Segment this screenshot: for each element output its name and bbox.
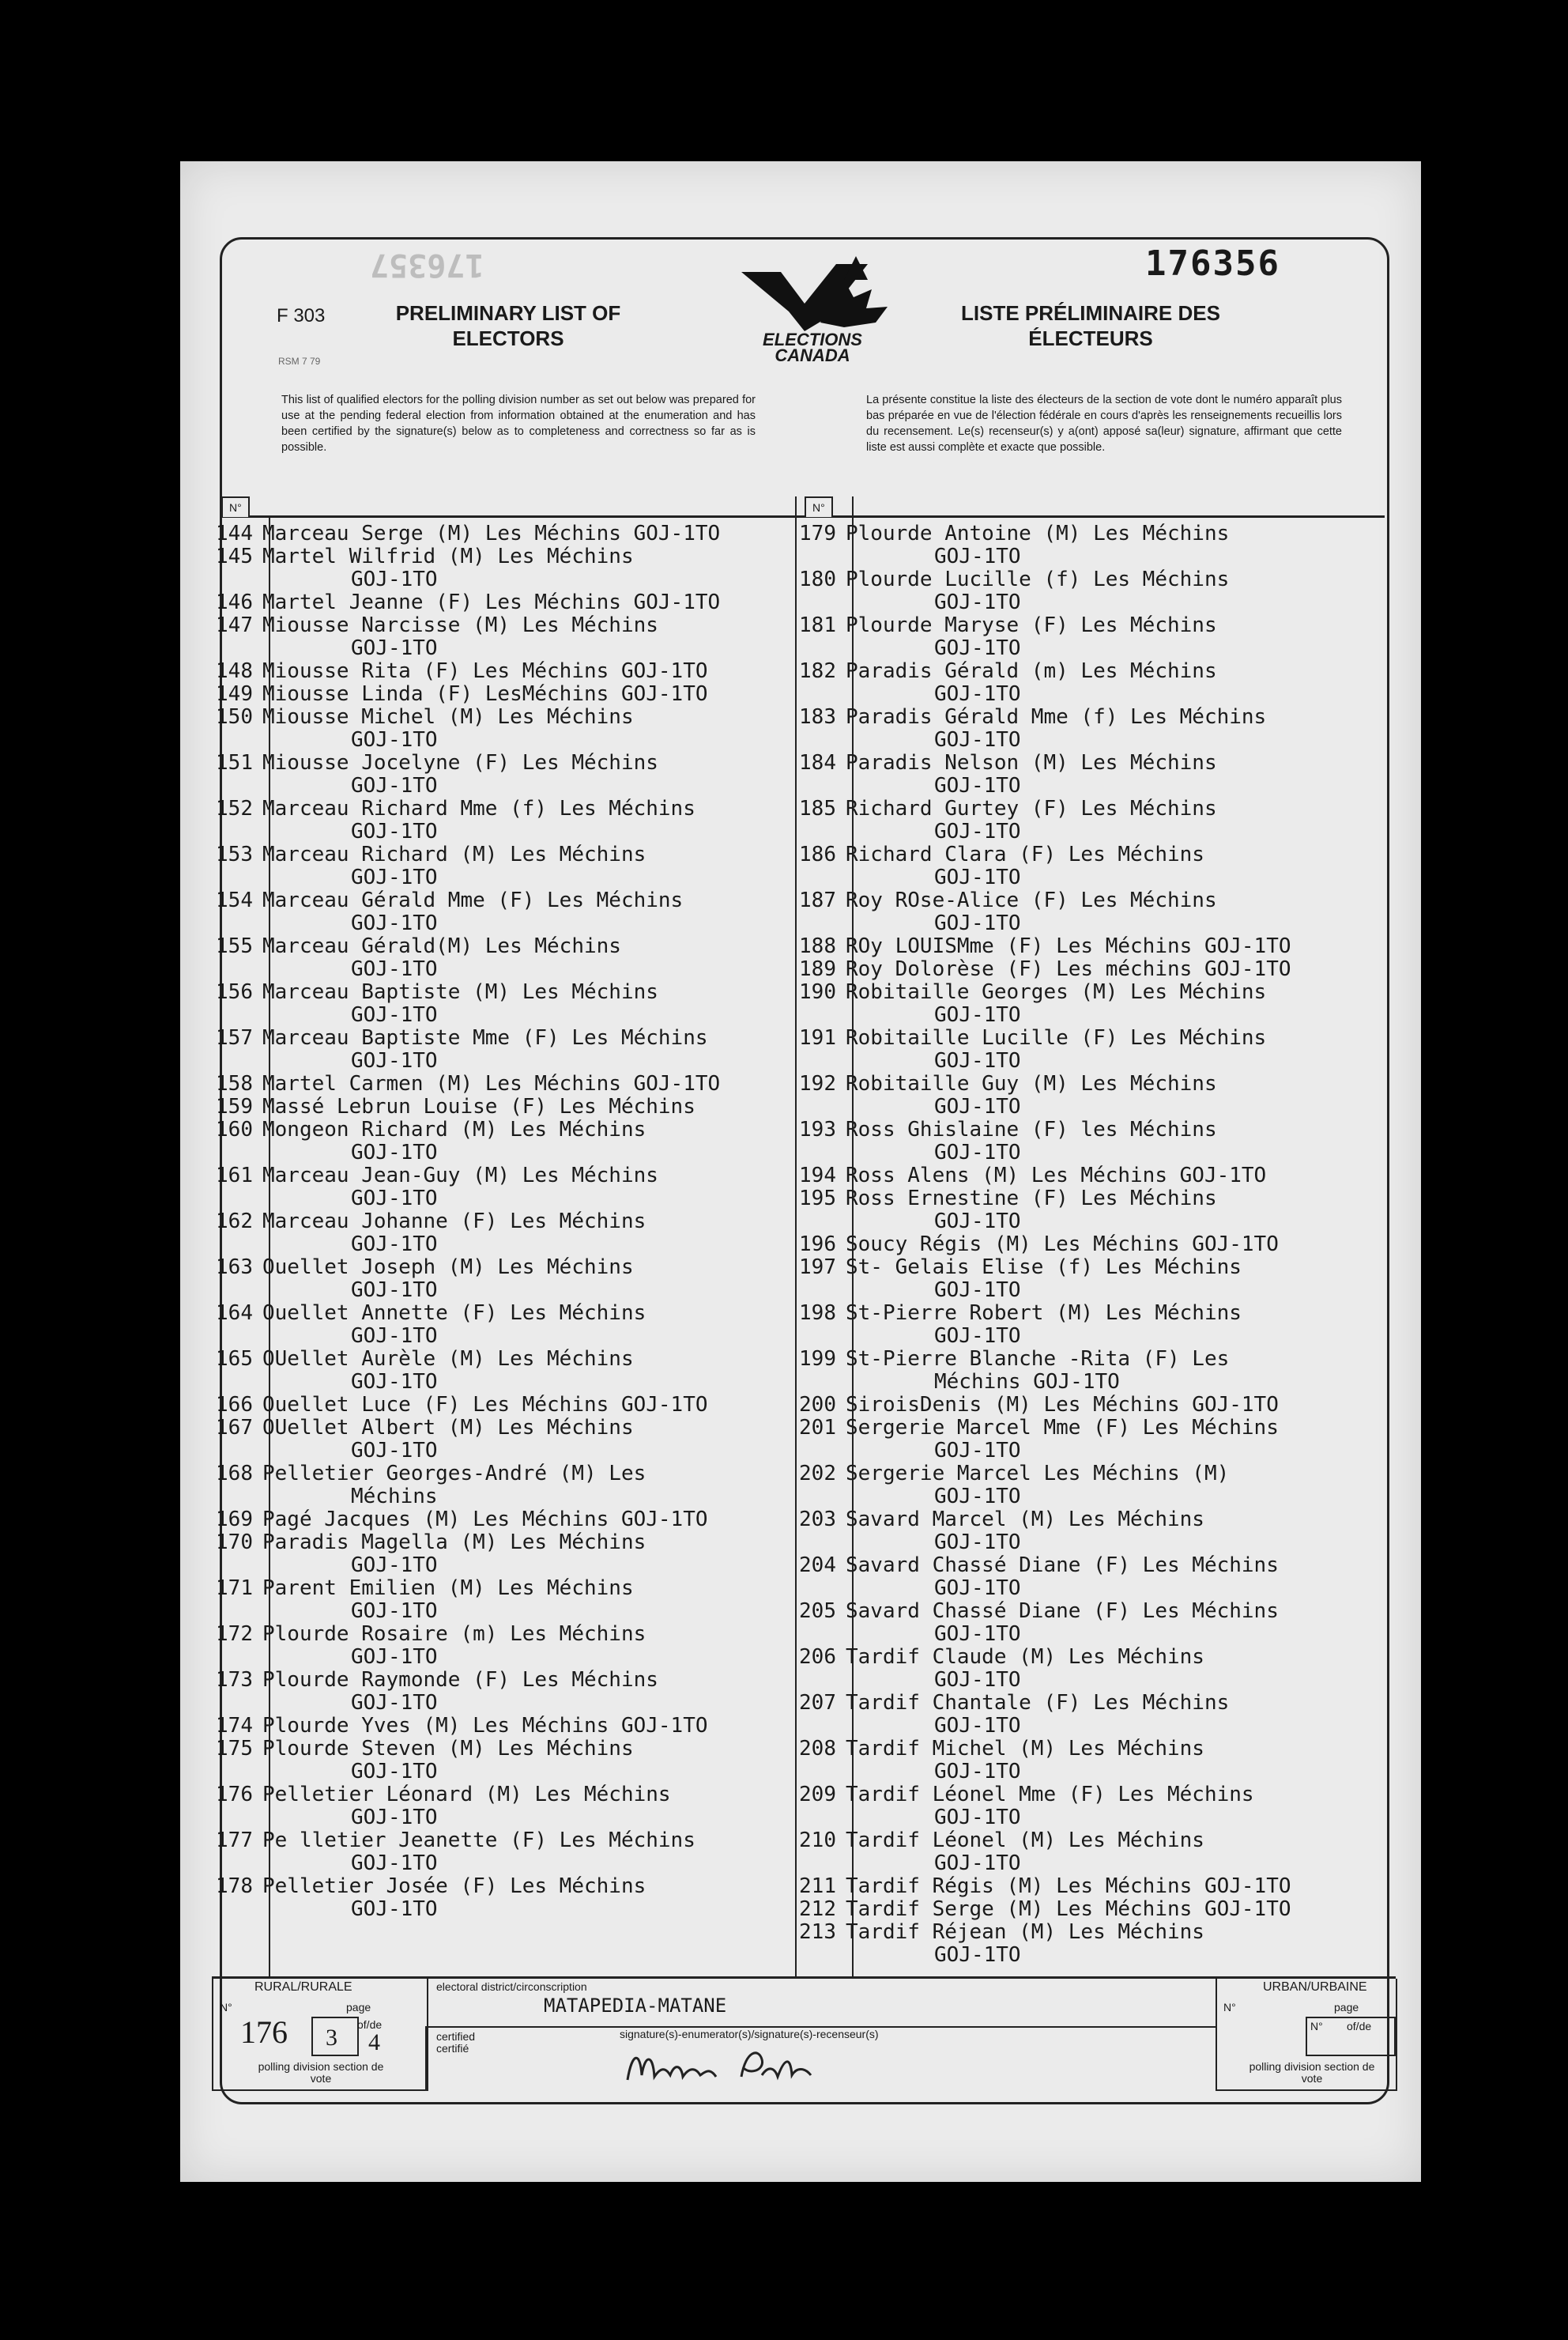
entry-continuation: GOJ-1TO: [934, 1141, 1021, 1164]
logo-line-2: CANADA: [775, 345, 850, 365]
left-entries-column: [201, 514, 801, 1976]
entry-continuation: GOJ-1TO: [351, 1553, 438, 1577]
form-footer: [212, 1976, 1396, 2105]
entry-text: Pe lletier Jeanette (F) Les Méchins: [262, 1829, 695, 1852]
urban-polling-label: polling division section de vote: [1249, 2060, 1375, 2085]
entry-continuation: GOJ-1TO: [934, 728, 1021, 752]
entry-continuation: GOJ-1TO: [934, 911, 1021, 935]
entry-number: 159: [216, 1095, 253, 1119]
entry-number: 192: [799, 1072, 836, 1096]
entry-number: 194: [799, 1164, 836, 1187]
entry-text: Martel Wilfrid (M) Les Méchins: [262, 545, 634, 568]
urban-of-label: of/de: [1347, 2020, 1372, 2032]
entry-continuation: GOJ-1TO: [351, 774, 438, 798]
entry-text: ROy LOUISMme (F) Les Méchins GOJ-1TO: [846, 934, 1291, 958]
entry-text: Ouellet Joseph (M) Les Méchins: [262, 1255, 634, 1279]
entry-text: Tardif Léonel Mme (F) Les Méchins: [846, 1783, 1254, 1806]
entry-text: Miousse Narcisse (M) Les Méchins: [262, 613, 658, 637]
entry-number: 163: [216, 1255, 253, 1279]
entry-text: Tardif Michel (M) Les Méchins: [846, 1737, 1204, 1761]
rural-page-label: page: [346, 2001, 371, 2014]
entry-continuation: GOJ-1TO: [934, 682, 1021, 706]
entry-number: 144: [216, 522, 253, 545]
entry-text: Marceau Richard Mme (f) Les Méchins: [262, 797, 695, 821]
entry-text: Ross Ghislaine (F) les Méchins: [846, 1118, 1217, 1142]
entry-text: Roy ROse-Alice (F) Les Méchins: [846, 889, 1217, 912]
entry-number: 153: [216, 843, 253, 866]
entry-text: Marceau Richard (M) Les Méchins: [262, 843, 646, 866]
entry-text: Tardif Claude (M) Les Méchins: [846, 1645, 1204, 1669]
entry-continuation: GOJ-1TO: [351, 636, 438, 660]
entry-number: 182: [799, 659, 836, 683]
entry-number: 177: [216, 1829, 253, 1852]
entry-continuation: GOJ-1TO: [351, 1645, 438, 1669]
entry-continuation: GOJ-1TO: [934, 1095, 1021, 1119]
form-subcode: RSM 7 79: [278, 356, 321, 367]
ghost-serial: 176357: [370, 247, 484, 283]
entry-number: 191: [799, 1026, 836, 1050]
entry-number: 190: [799, 980, 836, 1004]
left-number-header: N°: [221, 496, 250, 517]
entry-continuation: Méchins GOJ-1TO: [934, 1370, 1120, 1394]
entry-text: Miousse Michel (M) Les Méchins: [262, 705, 634, 729]
entry-continuation: GOJ-1TO: [934, 1324, 1021, 1348]
entry-number: 148: [216, 659, 253, 683]
entry-text: Plourde Lucille (f) Les Méchins: [846, 568, 1230, 591]
entry-text: Ross Ernestine (F) Les Méchins: [846, 1187, 1217, 1210]
enumerator-signature: [623, 2044, 860, 2094]
entry-text: St-Pierre Blanche -Rita (F) Les: [846, 1347, 1230, 1371]
entry-continuation: GOJ-1TO: [934, 1760, 1021, 1783]
entry-number: 171: [216, 1576, 253, 1600]
entry-number: 196: [799, 1232, 836, 1256]
entry-text: Savard Chassé Diane (F) Les Méchins: [846, 1599, 1279, 1623]
title-english: PRELIMINARY LIST OF ELECTORS: [395, 301, 621, 350]
entry-continuation: GOJ-1TO: [934, 1210, 1021, 1233]
entry-number: 202: [799, 1462, 836, 1485]
entry-text: Robitaille Lucille (F) Les Méchins: [846, 1026, 1267, 1050]
entry-continuation: GOJ-1TO: [351, 1370, 438, 1394]
entry-continuation: GOJ-1TO: [934, 1439, 1021, 1462]
entry-text: Marceau Johanne (F) Les Méchins: [262, 1210, 646, 1233]
entry-continuation: GOJ-1TO: [351, 728, 438, 752]
entry-number: 155: [216, 934, 253, 958]
page-of-label: of/de: [357, 2018, 383, 2031]
entry-continuation: GOJ-1TO: [351, 1806, 438, 1829]
entry-number: 210: [799, 1829, 836, 1852]
entry-number: 167: [216, 1416, 253, 1440]
entry-text: OUellet Albert (M) Les Méchins: [262, 1416, 634, 1440]
entry-continuation: GOJ-1TO: [934, 1851, 1021, 1875]
entry-text: Ouellet Annette (F) Les Méchins: [262, 1301, 646, 1325]
urban-page-label: page: [1334, 2001, 1359, 2014]
entry-continuation: GOJ-1TO: [351, 1141, 438, 1164]
entry-number: 201: [799, 1416, 836, 1440]
entry-text: Miousse Linda (F) LesMéchins GOJ-1TO: [262, 682, 708, 706]
entry-continuation: GOJ-1TO: [351, 568, 438, 591]
entry-text: Marceau Serge (M) Les Méchins GOJ-1TO: [262, 522, 721, 545]
entry-number: 199: [799, 1347, 836, 1371]
document-sheet: [180, 161, 1421, 2182]
entry-text: Marceau Gérald(M) Les Méchins: [262, 934, 621, 958]
entry-text: Richard Gurtey (F) Les Méchins: [846, 797, 1217, 821]
entry-continuation: GOJ-1TO: [934, 1943, 1021, 1967]
entry-text: Marceau Baptiste (M) Les Méchins: [262, 980, 658, 1004]
page-total: 4: [368, 2029, 380, 2055]
entry-number: 211: [799, 1874, 836, 1898]
logo-line-1: ELECTIONS: [763, 330, 862, 349]
entry-text: Miousse Rita (F) Les Méchins GOJ-1TO: [262, 659, 708, 683]
entry-number: 205: [799, 1599, 836, 1623]
entry-continuation: GOJ-1TO: [351, 1851, 438, 1875]
entry-number: 206: [799, 1645, 836, 1669]
entry-continuation: GOJ-1TO: [351, 1897, 438, 1921]
entry-text: Pelletier Josée (F) Les Méchins: [262, 1874, 646, 1898]
entry-text: Tardif Régis (M) Les Méchins GOJ-1TO: [846, 1874, 1291, 1898]
entry-number: 161: [216, 1164, 253, 1187]
entry-number: 195: [799, 1187, 836, 1210]
entry-continuation: GOJ-1TO: [351, 1324, 438, 1348]
entry-continuation: GOJ-1TO: [351, 1232, 438, 1256]
entry-text: Tardif Réjean (M) Les Méchins: [846, 1920, 1204, 1944]
entry-text: Martel Carmen (M) Les Méchins GOJ-1TO: [262, 1072, 721, 1096]
page-number: 3: [326, 2025, 337, 2051]
entry-number: 173: [216, 1668, 253, 1692]
entry-number: 172: [216, 1622, 253, 1646]
entry-number: 152: [216, 797, 253, 821]
rural-no-label: N°: [220, 2001, 232, 2014]
right-number-header: N°: [805, 496, 833, 517]
entry-continuation: GOJ-1TO: [934, 1003, 1021, 1027]
entry-text: Roy Dolorèse (F) Les méchins GOJ-1TO: [846, 957, 1291, 981]
urban-label: URBAN/URBAINE: [1263, 1980, 1367, 1994]
entry-number: 187: [799, 889, 836, 912]
logo-wordmark: [733, 332, 891, 364]
entry-text: Plourde Maryse (F) Les Méchins: [846, 613, 1217, 637]
entry-continuation: GOJ-1TO: [351, 866, 438, 889]
entry-text: Robitaille Guy (M) Les Méchins: [846, 1072, 1217, 1096]
entry-continuation: GOJ-1TO: [934, 1530, 1021, 1554]
entry-text: St- Gelais Elise (f) Les Méchins: [846, 1255, 1242, 1279]
entry-number: 213: [799, 1920, 836, 1944]
entry-number: 162: [216, 1210, 253, 1233]
entry-number: 174: [216, 1714, 253, 1738]
entry-number: 175: [216, 1737, 253, 1761]
entry-number: 184: [799, 751, 836, 775]
entry-continuation: GOJ-1TO: [934, 1714, 1021, 1738]
entry-number: 185: [799, 797, 836, 821]
entry-text: Plourde Antoine (M) Les Méchins: [846, 522, 1230, 545]
entry-number: 198: [799, 1301, 836, 1325]
entry-text: Ouellet Luce (F) Les Méchins GOJ-1TO: [262, 1393, 708, 1417]
form-number: F 303: [277, 305, 326, 326]
entry-continuation: GOJ-1TO: [934, 866, 1021, 889]
entry-number: 178: [216, 1874, 253, 1898]
entry-text: Paradis Gérald (m) Les Méchins: [846, 659, 1217, 683]
signature-label: signature(s)-enumerator(s)/signature(s)-recenseur(s): [620, 2028, 879, 2040]
entry-text: Pelletier Georges-André (M) Les: [262, 1462, 646, 1485]
entry-number: 150: [216, 705, 253, 729]
certified-label: certified certifié: [436, 2030, 476, 2055]
entry-number: 154: [216, 889, 253, 912]
entry-number: 186: [799, 843, 836, 866]
entry-continuation: GOJ-1TO: [934, 1806, 1021, 1829]
entry-text: Savard Marcel (M) Les Méchins: [846, 1508, 1204, 1531]
entry-continuation: GOJ-1TO: [351, 1439, 438, 1462]
entry-text: Robitaille Georges (M) Les Méchins: [846, 980, 1267, 1004]
entry-number: 181: [799, 613, 836, 637]
footer-divider: [425, 2026, 427, 2089]
entry-number: 149: [216, 682, 253, 706]
entry-number: 168: [216, 1462, 253, 1485]
entry-number: 183: [799, 705, 836, 729]
entry-continuation: GOJ-1TO: [351, 1187, 438, 1210]
entry-number: 158: [216, 1072, 253, 1096]
entry-continuation: GOJ-1TO: [934, 591, 1021, 614]
entry-number: 203: [799, 1508, 836, 1531]
entry-text: Plourde Steven (M) Les Méchins: [262, 1737, 634, 1761]
entry-text: Pagé Jacques (M) Les Méchins GOJ-1TO: [262, 1508, 708, 1531]
entry-number: 209: [799, 1783, 836, 1806]
entry-continuation: GOJ-1TO: [934, 1485, 1021, 1508]
entry-number: 166: [216, 1393, 253, 1417]
entry-number: 188: [799, 934, 836, 958]
title-french: LISTE PRÉLIMINAIRE DES ÉLECTEURS: [961, 301, 1220, 350]
rural-label: RURAL/RURALE: [254, 1980, 352, 1994]
entry-text: Paradis Magella (M) Les Méchins: [262, 1530, 646, 1554]
entry-number: 179: [799, 522, 836, 545]
entry-continuation: Méchins: [351, 1485, 438, 1508]
entry-text: Savard Chassé Diane (F) Les Méchins: [846, 1553, 1279, 1577]
entry-continuation: GOJ-1TO: [934, 1278, 1021, 1302]
entry-continuation: GOJ-1TO: [351, 1599, 438, 1623]
entry-continuation: GOJ-1TO: [351, 820, 438, 844]
entry-number: 170: [216, 1530, 253, 1554]
entry-number: 156: [216, 980, 253, 1004]
entry-text: Soucy Régis (M) Les Méchins GOJ-1TO: [846, 1232, 1279, 1256]
district-value: MATAPEDIA-MATANE: [544, 1995, 727, 2017]
entry-number: 204: [799, 1553, 836, 1577]
entry-text: Paradis Gérald Mme (f) Les Méchins: [846, 705, 1267, 729]
entry-text: Plourde Rosaire (m) Les Méchins: [262, 1622, 646, 1646]
entry-number: 146: [216, 591, 253, 614]
entry-number: 165: [216, 1347, 253, 1371]
entry-number: 176: [216, 1783, 253, 1806]
entry-text: OUellet Aurèle (M) Les Méchins: [262, 1347, 634, 1371]
entry-text: Martel Jeanne (F) Les Méchins GOJ-1TO: [262, 591, 721, 614]
entry-continuation: GOJ-1TO: [351, 1278, 438, 1302]
entry-text: Plourde Raymonde (F) Les Méchins: [262, 1668, 658, 1692]
serial-number: 176356: [1145, 243, 1280, 284]
entry-text: Miousse Jocelyne (F) Les Méchins: [262, 751, 658, 775]
entry-text: Parent Emilien (M) Les Méchins: [262, 1576, 634, 1600]
urban-no-label: N°: [1223, 2001, 1236, 2014]
entry-number: 193: [799, 1118, 836, 1142]
entry-number: 180: [799, 568, 836, 591]
entry-continuation: GOJ-1TO: [934, 545, 1021, 568]
entry-text: Tardif Léonel (M) Les Méchins: [846, 1829, 1204, 1852]
entry-continuation: GOJ-1TO: [934, 1668, 1021, 1692]
entry-continuation: GOJ-1TO: [351, 911, 438, 935]
entry-text: Richard Clara (F) Les Méchins: [846, 843, 1204, 866]
entry-text: Tardif Serge (M) Les Méchins GOJ-1TO: [846, 1897, 1291, 1921]
entry-number: 164: [216, 1301, 253, 1325]
district-label: electoral district/circonscription: [436, 1980, 587, 1993]
entry-number: 145: [216, 545, 253, 568]
entry-number: 147: [216, 613, 253, 637]
entry-text: Tardif Chantale (F) Les Méchins: [846, 1691, 1230, 1715]
entry-continuation: GOJ-1TO: [351, 1760, 438, 1783]
entry-continuation: GOJ-1TO: [351, 1691, 438, 1715]
entry-text: Pelletier Léonard (M) Les Méchins: [262, 1783, 671, 1806]
entry-text: St-Pierre Robert (M) Les Méchins: [846, 1301, 1242, 1325]
entry-number: 189: [799, 957, 836, 981]
intro-english: This list of qualified electors for the polling division number as set out below was prepared for use at the pending federal election from information obtained at the enumeration and has been certified by the signature(s) below as to completeness and correctness so far as is possible.: [281, 394, 756, 454]
entry-text: Paradis Nelson (M) Les Méchins: [846, 751, 1217, 775]
entry-number: 160: [216, 1118, 253, 1142]
entry-continuation: GOJ-1TO: [934, 636, 1021, 660]
entry-number: 169: [216, 1508, 253, 1531]
entry-continuation: GOJ-1TO: [934, 774, 1021, 798]
entry-continuation: GOJ-1TO: [934, 1576, 1021, 1600]
entry-number: 212: [799, 1897, 836, 1921]
rural-polling-label: polling division section de vote: [258, 2060, 384, 2085]
entry-text: Marceau Jean-Guy (M) Les Méchins: [262, 1164, 658, 1187]
entry-text: Sergerie Marcel Les Méchins (M): [846, 1462, 1230, 1485]
intro-french: La présente constitue la liste des électeurs de la section de vote dont le numéro apparaît plus bas préparée en vue de l'élection fédérale en cours d'après les renseignements recueillis lors du recensement. Le(s) recenseur(s) y a(ont) apposé sa(leur) signature, affirmant que cette liste est aussi complète et exacte que possible.: [866, 394, 1342, 454]
entry-continuation: GOJ-1TO: [351, 957, 438, 981]
entry-text: Marceau Baptiste Mme (F) Les Méchins: [262, 1026, 708, 1050]
entry-text: Mongeon Richard (M) Les Méchins: [262, 1118, 646, 1142]
entry-text: Massé Lebrun Louise (F) Les Méchins: [262, 1095, 695, 1119]
entry-number: 200: [799, 1393, 836, 1417]
entry-number: 208: [799, 1737, 836, 1761]
entry-text: SiroisDenis (M) Les Méchins GOJ-1TO: [846, 1393, 1279, 1417]
entry-continuation: GOJ-1TO: [934, 820, 1021, 844]
entry-number: 207: [799, 1691, 836, 1715]
entry-text: Plourde Yves (M) Les Méchins GOJ-1TO: [262, 1714, 708, 1738]
entry-text: Ross Alens (M) Les Méchins GOJ-1TO: [846, 1164, 1267, 1187]
entry-number: 157: [216, 1026, 253, 1050]
polling-division-number: 176: [240, 2014, 288, 2050]
entry-number: 151: [216, 751, 253, 775]
entry-continuation: GOJ-1TO: [934, 1622, 1021, 1646]
entry-text: Sergerie Marcel Mme (F) Les Méchins: [846, 1416, 1279, 1440]
entry-continuation: GOJ-1TO: [351, 1003, 438, 1027]
entry-continuation: GOJ-1TO: [351, 1049, 438, 1073]
entry-text: Marceau Gérald Mme (F) Les Méchins: [262, 889, 684, 912]
entry-number: 197: [799, 1255, 836, 1279]
entry-continuation: GOJ-1TO: [934, 1049, 1021, 1073]
urban-page-no-label: N°: [1310, 2020, 1323, 2032]
right-entries-column: [784, 514, 1416, 1976]
